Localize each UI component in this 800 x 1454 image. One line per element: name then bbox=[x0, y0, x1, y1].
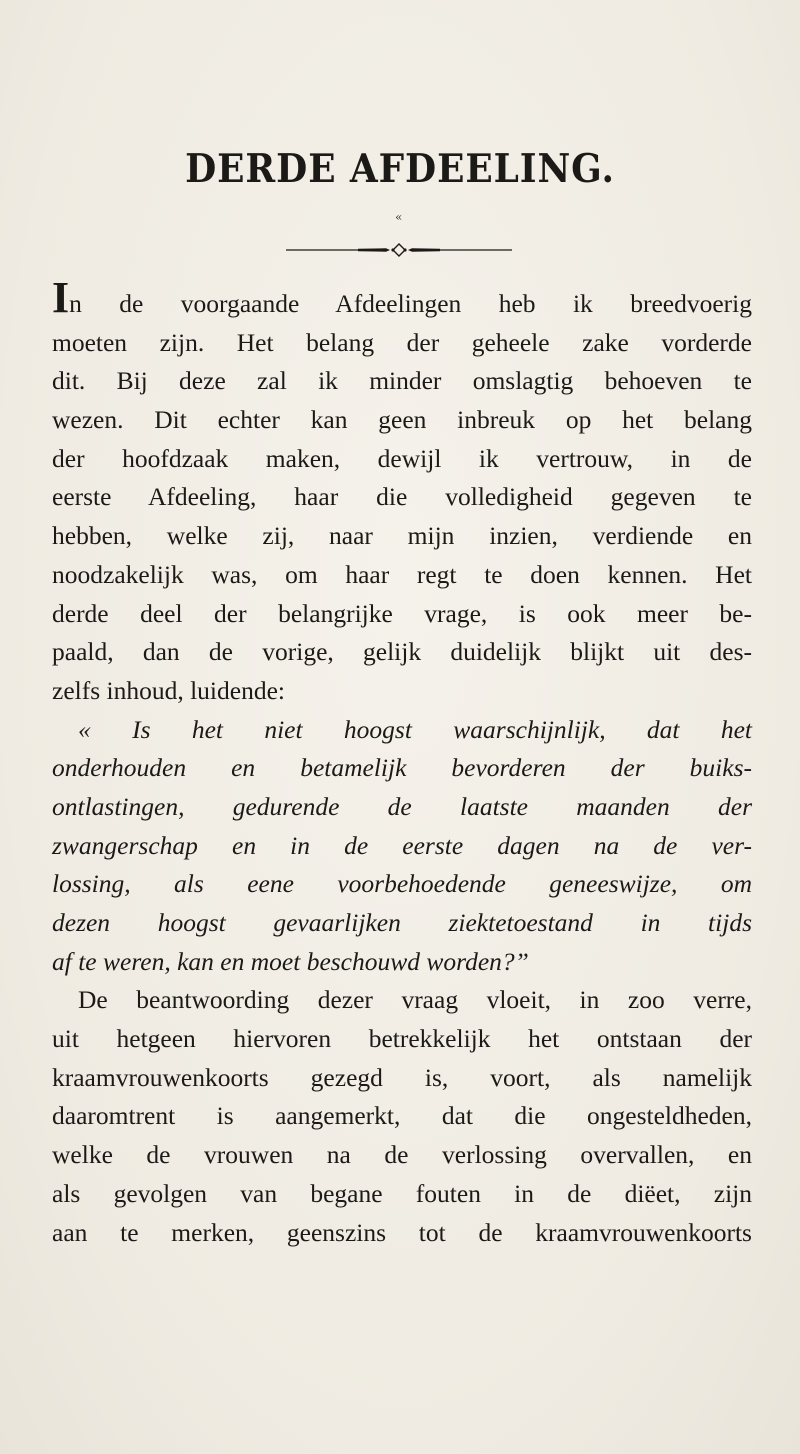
drop-cap: I bbox=[52, 273, 70, 322]
text-line bbox=[52, 1136, 752, 1175]
text-line bbox=[52, 865, 752, 904]
text-line bbox=[52, 440, 752, 479]
text-line bbox=[52, 517, 752, 556]
line-text: daaromtrent is aangemerkt, dat die ongesteldheden, bbox=[52, 1101, 752, 1131]
line-text: aan te merken, geenszins tot de kraamvrouwenkoorts bbox=[52, 1217, 752, 1247]
line-text: af te weren, kan en moet beschouwd worden?” bbox=[52, 946, 529, 976]
body-text bbox=[52, 273, 752, 1252]
line-text: De beantwoording dezer vraag vloeit, in zoo verre, bbox=[78, 985, 752, 1015]
text-line bbox=[52, 827, 752, 866]
text-line bbox=[52, 672, 752, 711]
text-line bbox=[52, 943, 752, 982]
line-text: zelfs inhoud, luidende: bbox=[52, 675, 285, 705]
line-text: moeten zijn. Het belang der geheele zake vorderde bbox=[52, 327, 752, 357]
line-text: uit hetgeen hiervoren betrekkelijk het ontstaan der bbox=[52, 1024, 752, 1054]
line-text: lossing, als eene voorbehoedende geneeswijze, om bbox=[52, 869, 752, 899]
text-line bbox=[52, 1059, 752, 1098]
text-line bbox=[52, 981, 752, 1020]
line-text: dit. Bij deze zal ik minder omslagtig behoeven te bbox=[52, 366, 752, 396]
printer-mark: « bbox=[395, 210, 403, 224]
line-text: der hoofdzaak maken, dewijl ik vertrouw, in de bbox=[52, 443, 752, 473]
line-text: n de voorgaande Afdeelingen heb ik breedvoerig bbox=[69, 289, 752, 318]
text-line bbox=[52, 362, 752, 401]
text-line bbox=[52, 1020, 752, 1059]
line-text: ontlastingen, gedurende de laatste maanden der bbox=[52, 791, 752, 821]
text-line bbox=[52, 273, 752, 324]
line-text: « Is het niet hoogst waarschijnlijk, dat het bbox=[78, 714, 752, 744]
text-line bbox=[52, 595, 752, 634]
text-line bbox=[52, 633, 752, 672]
line-text: derde deel der belangrijke vrage, is ook meer be- bbox=[52, 598, 752, 628]
text-line bbox=[52, 1097, 752, 1136]
line-text: wezen. Dit echter kan geen inbreuk op het belang bbox=[52, 405, 752, 435]
text-line bbox=[52, 711, 752, 750]
text-line bbox=[52, 1175, 752, 1214]
text-line bbox=[52, 478, 752, 517]
text-line bbox=[52, 904, 752, 943]
text-line bbox=[52, 324, 752, 363]
chapter-heading: DERDE AFDEELING. bbox=[185, 146, 615, 192]
line-text: hebben, welke zij, naar mijn inzien, verdiende en bbox=[52, 521, 752, 551]
line-text: onderhouden en betamelijk bevorderen der buiks- bbox=[52, 753, 752, 783]
line-text: dezen hoogst gevaarlijken ziektetoestand in tijds bbox=[52, 908, 752, 937]
text-line bbox=[52, 1214, 752, 1253]
ornamental-rule bbox=[286, 242, 512, 258]
line-text: kraamvrouwenkoorts gezegd is, voort, als namelijk bbox=[52, 1062, 752, 1092]
line-text: zwangerschap en in de eerste dagen na de ver- bbox=[52, 830, 752, 860]
text-line bbox=[52, 788, 752, 827]
text-line bbox=[52, 401, 752, 440]
line-text: als gevolgen van begane fouten in de diëet, zijn bbox=[52, 1178, 752, 1208]
text-line bbox=[52, 749, 752, 788]
line-text: welke de vrouwen na de verlossing overvallen, en bbox=[52, 1140, 752, 1170]
line-text: paald, dan de vorige, gelijk duidelijk blijkt uit des- bbox=[52, 637, 752, 667]
line-text: eerste Afdeeling, haar die volledigheid gegeven te bbox=[52, 482, 752, 512]
text-line bbox=[52, 556, 752, 595]
line-text: noodzakelijk was, om haar regt te doen kennen. Het bbox=[52, 559, 752, 589]
